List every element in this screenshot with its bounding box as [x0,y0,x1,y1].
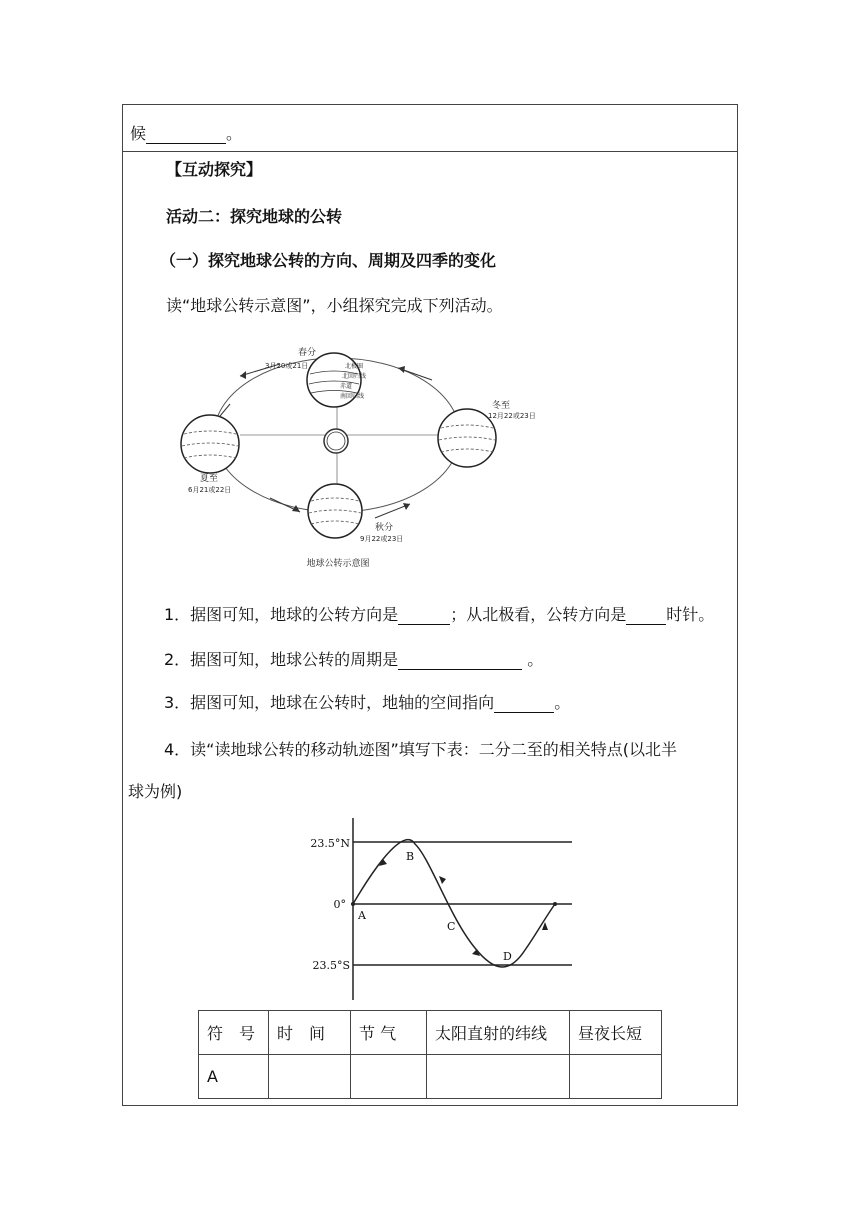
spring-label: 春分 [298,348,317,358]
question-4: 4．读“读地球公转的移动轨迹图”填写下表：二分二至的相关特点(以北半 [164,740,678,759]
point-c: C [447,920,456,933]
svg-text:南回归线: 南回归线 [340,393,365,400]
point-d: D [503,950,512,963]
top-row [123,105,737,152]
point-a: A [358,909,366,922]
summer-label: 夏至 [200,474,219,484]
activity-title: 活动二：探究地球的公转 [166,207,343,226]
table-cell: A [199,1055,269,1099]
table-header: 太阳直射的纬线 [427,1011,570,1055]
question-2: 2．据图可知，地球公转的周期是 。 [164,650,544,669]
point-b: B [406,850,415,863]
table-header: 时 间 [269,1011,351,1055]
intro-text: 读“地球公转示意图”，小组探究完成下列活动。 [166,296,503,315]
diagram-caption: 地球公转示意图 [306,559,370,569]
table-cell[interactable] [269,1055,351,1099]
winter-label: 冬至 [492,401,511,411]
section-heading: 【互动探究】 [166,160,263,179]
question-1: 1．据图可知，地球的公转方向是 ；从北极看，公转方向是 时针。 [164,605,715,624]
table-cell[interactable] [570,1055,662,1099]
table-header: 昼夜长短 [570,1011,662,1055]
trajectory-diagram [310,818,584,1000]
spring-date: 3月20或21日 [265,362,309,370]
svg-text:北回归线: 北回归线 [342,373,367,380]
svg-text:北极圈: 北极圈 [345,363,364,370]
equinox-solstice-table [198,1010,662,1099]
table-header: 节 气 [351,1011,427,1055]
question-4-cont: 球为例) [128,782,183,801]
summer-date: 6月21或22日 [188,486,232,494]
lat-south-label: 23.5°S [312,959,350,972]
top-row-text: 候 。 [130,124,243,143]
table-cell[interactable] [427,1055,570,1099]
revolution-diagram [170,338,550,574]
table-row [199,1055,662,1099]
globe-autumn [308,484,362,538]
table-cell[interactable] [351,1055,427,1099]
subtitle: （一）探究地球公转的方向、周期及四季的变化 [160,251,497,270]
winter-date: 12月22或23日 [488,412,536,420]
question-3: 3．据图可知，地球在公转时，地轴的空间指向 。 [164,693,571,712]
globe-summer [181,415,239,473]
lat-equator-label: 0° [333,898,346,911]
autumn-label: 秋分 [375,523,394,533]
table-header: 符 号 [199,1011,269,1055]
table-header-row [199,1011,662,1055]
lat-north-label: 23.5°N [310,837,350,850]
svg-text:赤道: 赤道 [340,383,353,390]
autumn-date: 9月22或23日 [360,535,404,543]
